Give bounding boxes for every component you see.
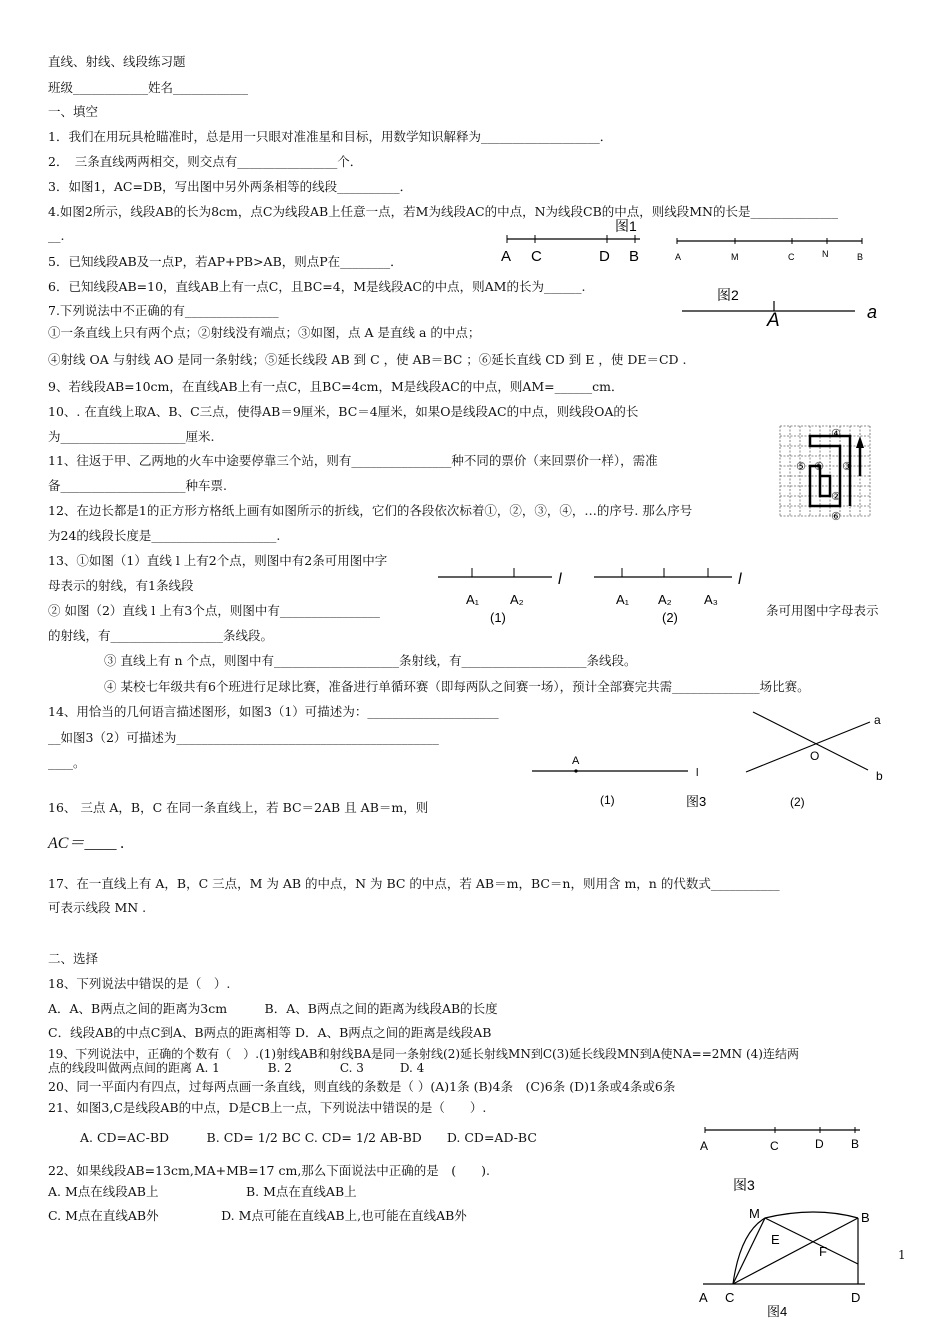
fig1-caption: 图1 [615,218,637,234]
question-17-line2: 可表示线段 MN . [48,900,147,915]
question-13-line3-tail: 条可用图中字母表示 [766,603,879,618]
fig2-label-m: M [731,252,739,262]
fig4-label-d: D [851,1290,861,1305]
question-14-line1: 14、用恰当的几何语言描述图形，如图3（1）可描述为：_____________________ [48,704,499,719]
question-12-line2: 为24的线段长度是____________________. [48,528,281,543]
fig1-label-c: C [531,248,542,264]
question-20: 20、同一平面内有四点，过每两点画一条直线，则直线的条数是（ ）(A)1条 (B)4条 (C)6条 (D)1条或4条或6条 [48,1079,676,1094]
fig3-caption: 图3 [686,794,707,809]
fig13-2-label-a1: A₁ [616,592,630,607]
line-a-label-a: A [767,310,780,331]
figure-grid [778,424,874,524]
fig3-2-label-b: b [876,769,883,783]
fig2-label-b: B [857,252,864,262]
fig3-1-label-a: A [572,755,580,767]
figure-1 [495,214,650,264]
fig13-1-label-l: l [558,571,562,588]
fig13-1-label-a2: A₂ [510,592,524,607]
class-name-line: 班级____________姓名____________ [48,80,249,95]
question-13-line3: ② 如图（2）直线 l 上有3个点，则图中有________________ [48,603,380,618]
question-10-line2: 为____________________厘米. [48,429,215,444]
question-7: 7.下列说法中不正确的有_______________ [48,303,279,318]
question-21-options: A. CD=AC-BD B. CD= 1/2 BC C. CD= 1/2 AB-BD D. CD=AD-BC [80,1130,537,1145]
fig3-2-caption: (2) [790,795,805,809]
question-13-line4: 的射线，有__________________条线段。 [48,628,274,643]
fig2-label-c: C [788,252,795,262]
fig4-label-b: B [861,1210,870,1225]
question-7-options-2: ④射线 OA 与射线 AO 是同一条射线；⑤延长线段 AB 到 C ，使 AB＝BC ；⑥延长直线 CD 到 E ，使 DE＝CD . [48,352,687,367]
fig3-1-label-l: l [696,767,699,779]
section-fill-in: 一、填空 [48,104,99,119]
fig4-label-a: A [699,1290,708,1305]
doc-title: 直线、射线、线段练习题 [48,54,186,69]
fig13-2-label-l: l [738,571,742,588]
figure-2 [665,232,875,306]
question-18: 18、下列说法中错误的是（ ）. [48,976,231,991]
question-14-line3: ____。 [48,755,86,770]
fig4-label-f: F [819,1244,827,1259]
question-3: 3．如图1，AC=DB，写出图中另外两条相等的线段__________． [48,179,413,194]
question-12-line1: 12、在边长都是1的正方形方格纸上画有如图所示的折线，它们的各段依次标着①，②，③，④，…的序号. 那么序号 [48,503,693,518]
fig2-caption: 图2 [717,287,739,303]
fig3b-label-c: C [770,1139,779,1153]
question-4-line1: 4.如图2所示，线段AB的长为8cm，点C为线段AB上任意一点，若M为线段AC的中点，N为线段CB的中点，则线段MN的长是______________ [48,204,838,219]
question-2: 2． 三条直线两两相交，则交点有________________个． [48,154,363,169]
fig3b-label-a: A [700,1139,709,1153]
question-19-line1: 19、下列说法中，正确的个数有（ ）.(1)射线AB和射线BA是同一条射线(2)延长射线MN到C(3)延长线段MN到A使NA==2MN (4)连结两 [48,1047,799,1061]
figure-13 [432,560,762,628]
fig13-1-caption: (1) [490,610,506,625]
fig13-1-label-a1: A₁ [466,592,480,607]
fig2-label-n: N [822,249,829,259]
question-13-line2: 母表示的射线，有1条线段 [48,578,194,593]
fig13-2-label-a2: A₂ [658,592,672,607]
fig13-2-label-a3: A₃ [704,592,718,607]
question-14-line2: __如图3（2）可描述为__________________________________________ [48,730,439,745]
question-1: 1．我们在用玩具枪瞄准时，总是用一只眼对准准星和目标，用数学知识解释为___________________． [48,129,613,144]
fig3-2-label-o: O [810,749,820,763]
figure-3b [695,1120,875,1200]
question-22-options-2: C. M点在直线AB外 D. M点可能在直线AB上,也可能在直线AB外 [48,1208,467,1223]
question-13-line1: 13、①如图（1）直线 l 上有2个点，则图中有2条可用图中字 [48,553,388,568]
question-16-line1: 16、 三点 A，B，C 在同一条直线上，若 BC＝2AB 且 AB＝m，则 [48,800,429,815]
question-11-line1: 11、往返于甲、乙两地的火车中途要停靠三个站，则有________________种不同的票价（来回票价一样），需准 [48,453,658,468]
question-16-line2: AC＝____ . [48,835,125,852]
fig3-2-label-a: a [874,713,881,727]
question-9: 9、若线段AB=10cm，在直线AB上有一点C，且BC=4cm，M是线段AC的中点，则AM=______cm． [48,379,624,394]
section-choice: 二、选择 [48,951,99,966]
fig3b-caption: 图3 [733,1177,755,1193]
figure-line-a [680,296,880,332]
fig3-1-caption: (1) [600,793,615,807]
question-13-line5: ③ 直线上有 n 个点，则图中有____________________条射线，有____________________条线段。 [104,653,637,668]
fig2-label-a: A [675,252,682,262]
question-7-options-1: ①一条直线上只有两个点；②射线没有端点；③如图，点 A 是直线 a 的中点； [48,325,481,340]
figure-4 [695,1198,885,1322]
fig13-2-caption: (2) [662,610,678,625]
grid-label-1: ① [814,461,824,473]
fig4-label-c: C [725,1290,735,1305]
grid-label-3: ③ [842,461,852,473]
fig4-label-e: E [771,1232,780,1247]
question-5: 5．已知线段AB及一点P，若AP+PB>AB，则点P在________． [48,254,403,269]
fig1-label-a: A [501,248,512,264]
question-11-line2: 备____________________种车票. [48,478,227,493]
fig4-caption: 图4 [767,1304,788,1319]
grid-label-6: ⑥ [831,511,841,523]
figure-3 [528,704,898,814]
fig3b-label-b: B [851,1137,860,1151]
question-18-options-2: C．线段AB的中点C到A、B两点的距离相等 D．A、B两点之间的距离是线段AB [48,1025,492,1040]
question-10-line1: 10、. 在直线上取A、B、C三点，使得AB＝9厘米，BC＝4厘米，如果O是线段AC的中点，则线段OA的长 [48,404,639,419]
question-22-options-1: A. M点在线段AB上 B. M点在直线AB上 [48,1184,357,1199]
question-17-line1: 17、在一直线上有 A，B，C 三点，M 为 AB 的中点，N 为 BC 的中点，若 AB＝m，BC＝n，则用含 m，n 的代数式___________ [48,876,780,891]
fig3b-label-d: D [815,1137,824,1151]
line-a-label-small-a: a [867,302,878,322]
question-18-options-1: A．A、B两点之间的距离为3cm B．A、B两点之间的距离为线段AB的长度 [48,1001,498,1016]
question-4-line2: __. [48,228,65,243]
fig1-label-b: B [629,248,640,264]
question-6: 6．已知线段AB=10，直线AB上有一点C，且BC=4，M是线段AC的中点，则AM的长为______. [48,279,586,294]
question-13-line6: ④ 某校七年级共有6个班进行足球比赛，准备进行单循环赛（即每两队之间赛一场），预计全部赛完共需______________场比赛。 [104,679,810,694]
grid-label-4: ④ [831,428,841,440]
question-19-line2: 点的线段叫做两点间的距离 A. 1 B. 2 C. 3 D. 4 [48,1061,425,1075]
fig4-label-m: M [749,1206,760,1221]
fig1-label-d: D [599,248,610,264]
question-22: 22、如果线段AB=13cm,MA+MB=17 cm,那么下面说法中正确的是 ( ). [48,1163,491,1178]
grid-label-2: ② [831,491,841,503]
page-number: 1 [898,1248,906,1262]
question-21: 21、如图3,C是线段AB的中点，D是CB上一点，下列说法中错误的是（ ）. [48,1100,487,1115]
grid-label-5: ⑤ [796,461,806,473]
